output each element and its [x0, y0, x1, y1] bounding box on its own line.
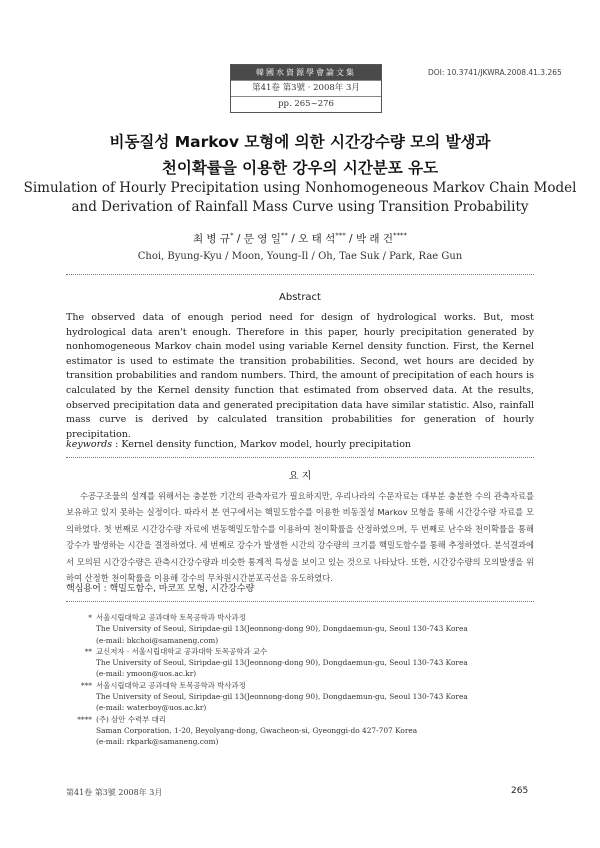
footnotes [66, 612, 534, 748]
abstract-text: The observed data of enough period need for design of hydrological works. But, most hydrological data aren't enough. Therefore in this paper, hourly precipitation generated by nonhomogeneous Markov chain model using variable Kernel density function. First, the Kernel estimator is used to estimate the transition probabilities. Second, wet hours are decided by transition probabilities and random numbers. Third, the amount of precipitation of each hours is calculated by the Kernel density function that estimated from observed data. At the results, observed precipitation data and generated precipitation data have similar statistic. Also, rainfall mass curve is derived by calculated transition probabilities for generation of hourly precipitation. [66, 312, 534, 440]
journal-header-box [230, 64, 382, 113]
divider [66, 457, 534, 458]
journal-pages: pp. 265~276 [231, 96, 381, 112]
journal-volume: 第41卷 第3號 · 2008年 3月 [231, 80, 381, 96]
author-4: 박 래 건**** [355, 231, 408, 245]
doi: DOI: 10.3741/JKWRA.2008.41.3.265 [428, 68, 562, 77]
divider [66, 601, 534, 602]
page-number: 265 [511, 786, 529, 796]
keywords-ko-label: 핵심용어 [66, 584, 101, 594]
title-en-line-1: Simulation of Hourly Precipitation using Nonhomogeneous Markov Chain Model [23, 180, 577, 196]
abstract-heading: Abstract [279, 292, 321, 303]
author-2: 문 영 일** [243, 231, 288, 245]
keywords-ko-text: 핵밀도함수, 마코프 모형, 시간강수량 [109, 584, 255, 594]
footnote: **** (주) 삼안 수력부 대리 Saman Corporation, 1-20, Beyolyang-dong, Gwacheon-si, Gyeonggi-do 427-707 Korea (e-mail: rkpark@samaneng.com) [77, 714, 418, 747]
keywords-text: Kernel density function, Markov model, hourly precipitation [121, 439, 412, 450]
author-1: 최 병 규* [192, 231, 234, 245]
divider [66, 274, 534, 275]
authors-en: Choi, Byung-Kyu / Moon, Young-Il / Oh, Tae Suk / Park, Rae Gun [137, 251, 463, 262]
authors-ko: 최 병 규* / 문 영 일** / 오 태 석*** / 박 래 건**** [192, 231, 408, 245]
title-ko-line-1: 비동질성 Markov 모형에 의한 시간강수량 모의 발생과 [109, 133, 491, 151]
author-3: 오 태 석*** [298, 231, 346, 245]
footnote: * 서울시립대학교 공과대학 토목공학과 박사과정 The University of Seoul, Siripdae-gil 13(Jeonnong-dong 90), Dongdaemun-gu, Seoul 130-743 Korea (e-mail: bkchoi@samaneng.com) [88, 613, 468, 645]
footnote: ** 교신저자 · 서울시립대학교 공과대학 토목공학과 교수 The University of Seoul, Siripdae-gil 13(Jeonnong-dong 90), Dongdaemun-gu, Seoul 130-743 Korea (e-mail: ymoon@uos.ac.kr) [84, 646, 468, 679]
footer-journal: 第41卷 第3號 2008年 3月 [66, 788, 163, 797]
title-en-line-2: and Derivation of Rainfall Mass Curve using Transition Probability [71, 199, 529, 215]
keywords: keywords : Kernel density function, Markov model, hourly precipitation [66, 439, 412, 450]
yoji-text: 수공구조물의 설계를 위해서는 충분한 기간의 관측자료가 필요하지만, 우리나라의 수문자료는 대부분 충분한 수의 관측자료를 보유하고 있지 못하는 실정이다. 따라서 본 연구에서는 핵밀도함수를 이용한 비동질성 Markov 모형을 통해 시간강수량 자료를 모의하였다. 첫 번째로 시간강수량 자료에 변동핵밀도함수를 이용하여 천이확률을 산정하였으며, 두 번째로 난수와 천이확률을 통해 강수가 발생하는 시간을 결정하였다. 세 번째로 강수가 발생한 시간의 강수량의 크기를 핵밀도함수를 통해 추정하였다. 분석결과에서 모의된 시간강수량은 관측시간강수량과 비슷한 통계적 특성을 보이고 있는 것으로 나타났다. 또한, 시간강수량의 모의발생을 위하여 산정한 천이확률을 이용해 강수의 무차원시간분포곡선을 유도하였다. [66, 491, 534, 584]
keywords-ko: 핵심용어 : 핵밀도함수, 마코프 모형, 시간강수량 [66, 584, 255, 594]
title-ko-line-2: 천이확률을 이용한 강우의 시간분포 유도 [161, 159, 439, 177]
yoji-heading: 요 지 [288, 471, 312, 482]
keywords-label: keywords [66, 439, 113, 450]
footnote: *** 서울시립대학교 공과대학 토목공학과 박사과정 The University of Seoul, Siripdae-gil 13(Jeonnong-dong 90), Dongdaemun-gu, Seoul 130-743 Korea (e-mail: waterboy@uos.ac.kr) [80, 680, 468, 713]
journal-name: 韓國水資源學會論文集 [231, 65, 381, 80]
